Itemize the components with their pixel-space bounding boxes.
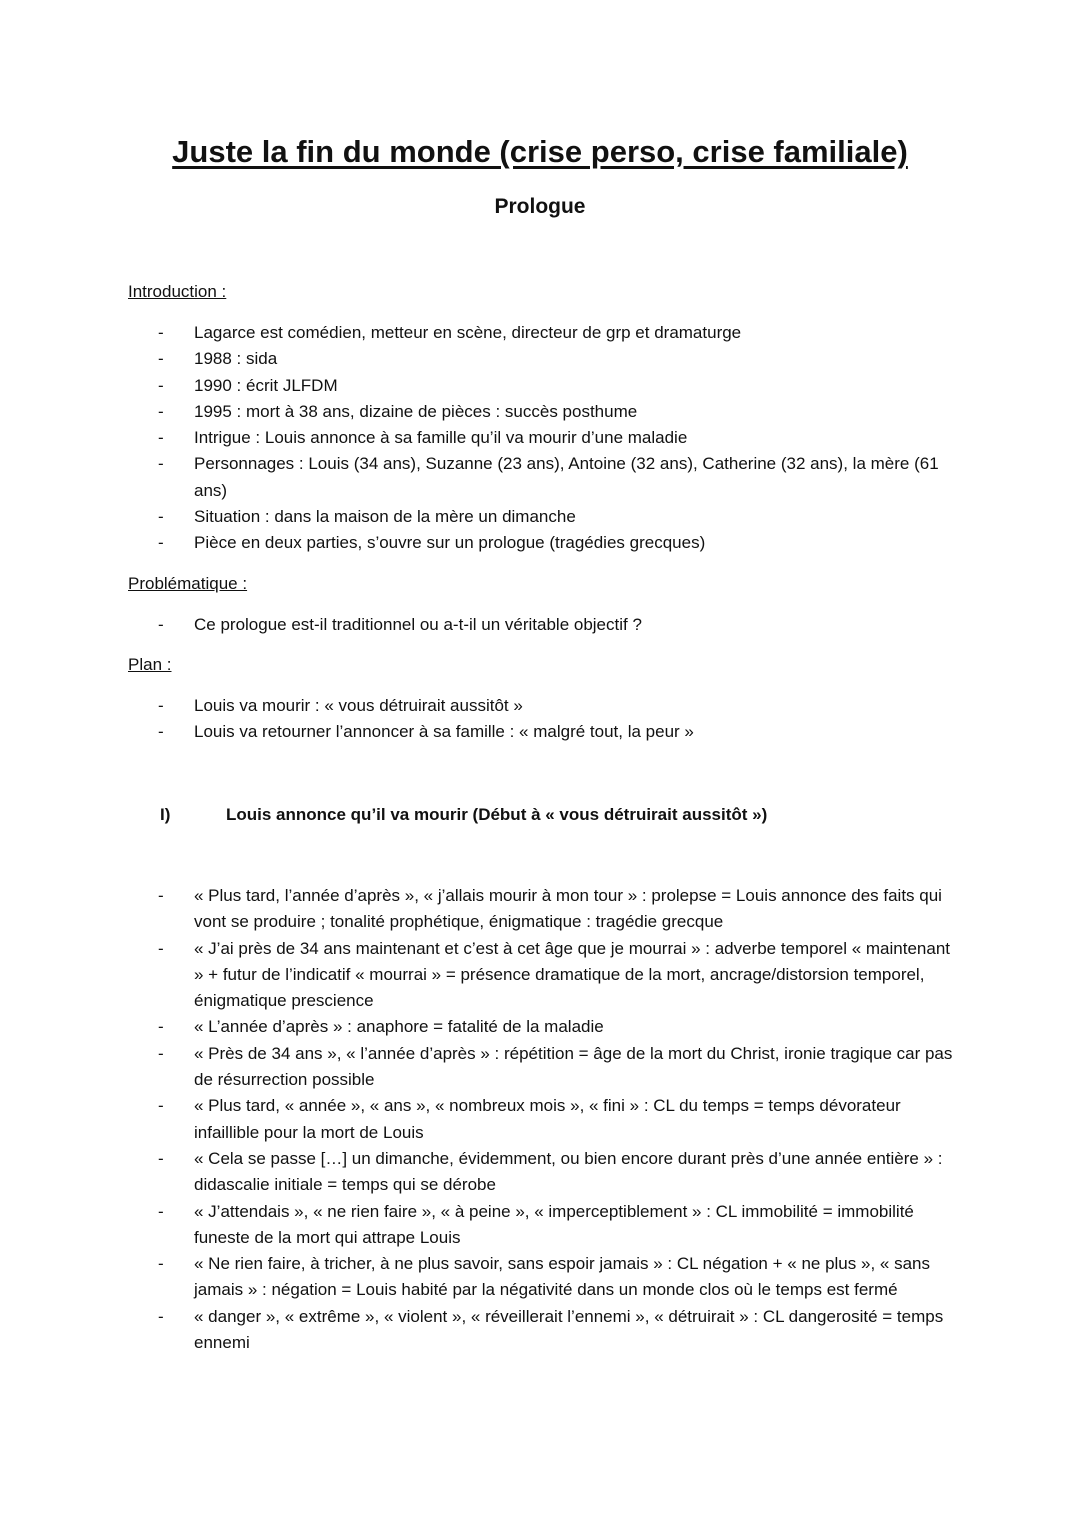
list-item: - « J’attendais », « ne rien faire », « à peine », « imperceptiblement » : CL immobilité = immobilité funeste de la mort qui attrape Louis [0, 1199, 954, 1252]
list-item: - « Près de 34 ans », « l’année d’après » : répétition = âge de la mort du Christ, ironie tragique car pas de résurrection possible [0, 1041, 954, 1094]
list-item: - « L’année d’après » : anaphore = fatalité de la maladie [0, 1014, 954, 1040]
plan-heading: Plan : [128, 655, 172, 674]
introduction-heading: Introduction : [128, 282, 227, 301]
list-item: - 1988 : sida [0, 346, 954, 372]
list-item: - « Ne rien faire, à tricher, à ne plus savoir, sans espoir jamais » : CL négation + « ne plus », « sans jamais » : négation = Louis habité par la négativité dans un monde clos où le temps est fermé [0, 1251, 954, 1304]
list-item: - Lagarce est comédien, metteur en scène, directeur de grp et dramaturge [0, 320, 954, 346]
plan-list [0, 693, 1080, 746]
list-item: - Ce prologue est-il traditionnel ou a-t-il un véritable objectif ? [0, 612, 954, 638]
problematique-list [0, 612, 1080, 638]
list-item: - Situation : dans la maison de la mère un dimanche [0, 504, 954, 530]
list-item: - Personnages : Louis (34 ans), Suzanne (23 ans), Antoine (32 ans), Catherine (32 ans), la mère (61 ans) [0, 451, 954, 504]
list-item: - « danger », « extrême », « violent », « réveillerait l’ennemi », « détruirait » : CL dangerosité = temps ennemi [0, 1304, 954, 1357]
introduction-list [0, 320, 1080, 557]
list-item: - Pièce en deux parties, s’ouvre sur un prologue (tragédies grecques) [0, 530, 954, 556]
list-item: - « Cela se passe […] un dimanche, évidemment, ou bien encore durant près d’une année entière » : didascalie initiale = temps qui se dérobe [0, 1146, 954, 1199]
list-item: - 1990 : écrit JLFDM [0, 373, 954, 399]
list-item: - Louis va retourner l’annoncer à sa famille : « malgré tout, la peur » [0, 719, 954, 745]
list-item: - « Plus tard, l’année d’après », « j’allais mourir à mon tour » : prolepse = Louis annonce des faits qui vont se produire ; tonalité prophétique, énigmatique : tragédie grecque [0, 883, 954, 936]
part-title: Louis annonce qu’il va mourir (Début à « vous détruirait aussitôt ») [226, 805, 768, 824]
document-subtitle: Prologue [494, 195, 586, 218]
list-item: - Intrigue : Louis annonce à sa famille qu’il va mourir d’une maladie [0, 425, 954, 451]
part1-list [0, 883, 1080, 1356]
list-item: - « Plus tard, « année », « ans », « nombreux mois », « fini » : CL du temps = temps dévorateur infaillible pour la mort de Louis [0, 1093, 954, 1146]
list-item: - « J’ai près de 34 ans maintenant et c’est à cet âge que je mourrai » : adverbe temporel « maintenant » + futur de l’indicatif « mourrai » = présence dramatique de la mort, ancrage/distorsion temporel, énigmatique prescience [0, 936, 954, 1015]
list-item: - Louis va mourir : « vous détruirait aussitôt » [0, 693, 954, 719]
part-number: I) [160, 805, 171, 824]
problematique-heading: Problématique : [128, 574, 248, 593]
document-title: Juste la fin du monde (crise perso, crise familiale) [172, 134, 908, 169]
list-item: - 1995 : mort à 38 ans, dizaine de pièces : succès posthume [0, 399, 954, 425]
